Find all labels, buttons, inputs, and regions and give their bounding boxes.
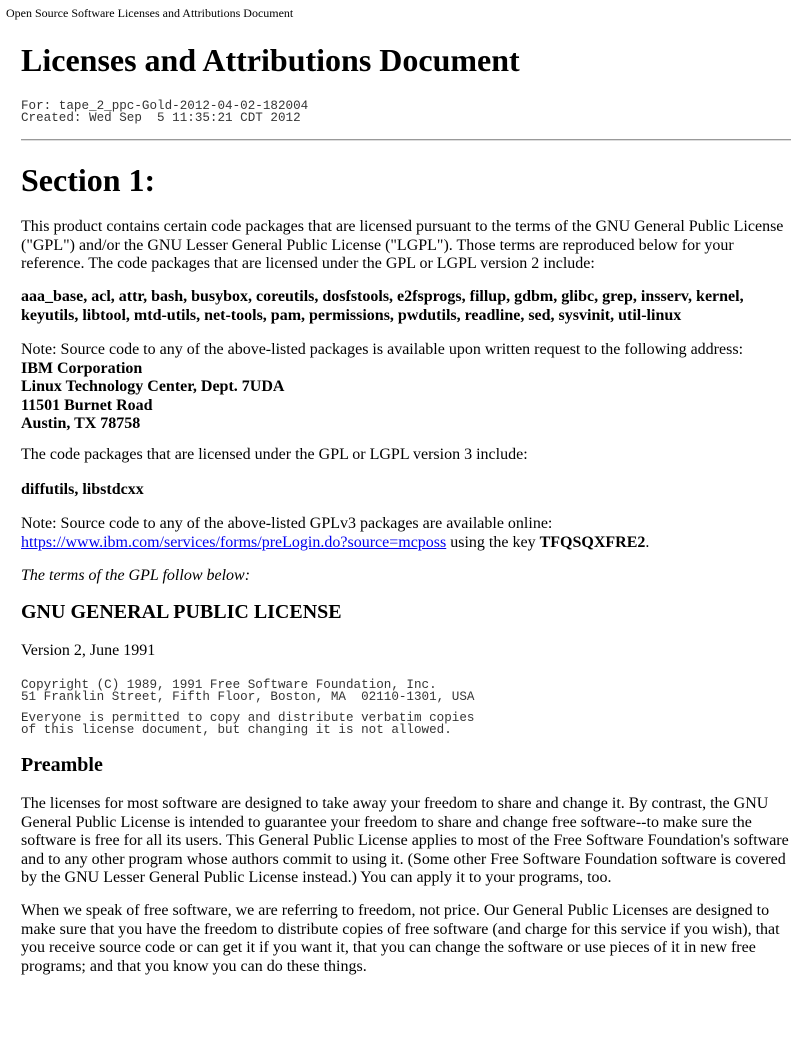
address-line: IBM Corporation (21, 359, 143, 377)
preamble-paragraph: The licenses for most software are designed to take away your freedom to share and change it. By contrast, the GNU General Public License is intended to guarantee your freedom to share and change free software--to make sure the software is free for all its users. This General Public License applies to most of the Free Software Foundation's software and to any other program whose authors commit to using it. (Some other Free Software Foundation software is covered by the GNU Lesser General Public License instead.) You can apply it to your programs, too. (21, 795, 789, 886)
preamble-paragraph: When we speak of free software, we are referring to freedom, not price. Our General Public Licenses are designed to make sure that you have the freedom to distribute copies of free software (and charge for this service if you wish), that you receive source code or can get it if you want it, that you can change the software or use pieces of it in new free programs; and that you know you can do these things. (21, 902, 780, 975)
gpl-copyright (21, 679, 791, 703)
meta-for: For: tape_2_ppc-Gold-2012-04-02-182004 (21, 99, 309, 113)
note-v2: Note: Source code to any of the above-listed packages is available upon written request to the following address: (21, 341, 744, 358)
gpl-v2-package-list: aaa_base, acl, attr, bash, busybox, coreutils, dosfstools, e2fsprogs, fillup, gdbm, glibc, grep, insserv, kernel, keyutils, libtool, mtd-utils, net-tools, pam, permissions, pwdutils, readline, sed, sysvinit, util-linux (21, 288, 744, 324)
permission-line: Everyone is permitted to copy and distribute verbatim copies (21, 711, 475, 725)
intro-paragraph: This product contains certain code packages that are licensed pursuant to the terms of the GNU General Public License ("GPL") and/or the GNU Lesser General Public License ("LGPL"). Those terms are reproduced below for your reference. The code packages that are licensed under the GPL or LGPL version 2 include: (21, 218, 784, 272)
address-line: Austin, TX 78758 (21, 415, 141, 432)
source-key: TFQSQXFRE2 (539, 533, 646, 551)
document-body (21, 38, 791, 975)
divider (21, 139, 791, 141)
gpl-v3-intro: The code packages that are licensed under the GPL or LGPL version 3 include: (21, 446, 528, 463)
note-v3: Note: Source code to any of the above-listed GPLv3 packages are available online: (21, 515, 553, 532)
address-line: Linux Technology Center, Dept. 7UDA (21, 378, 285, 395)
copyright-line: Copyright (C) 1989, 1991 Free Software Foundation, Inc. (21, 678, 437, 692)
online-source-note (21, 515, 791, 552)
terms-follow-note: The terms of the GPL follow below: (21, 567, 251, 584)
gpl-v3-package-list: diffutils, libstdcxx (21, 481, 144, 498)
copyright-line: 51 Franklin Street, Fifth Floor, Boston, MA 02110-1301, USA (21, 690, 475, 704)
source-address-block (21, 341, 791, 434)
section-heading: Section 1: (21, 162, 156, 198)
source-link-line (21, 534, 791, 553)
preamble-heading: Preamble (21, 754, 103, 776)
page-title: Licenses and Attributions Document (21, 42, 520, 78)
gpl-permission (21, 712, 791, 736)
source-download-link[interactable]: https://www.ibm.com/services/forms/preLogin.do?source=mcposs (21, 533, 447, 551)
gpl-heading: GNU GENERAL PUBLIC LICENSE (21, 601, 342, 623)
gpl-version: Version 2, June 1991 (21, 642, 156, 659)
document-meta (21, 100, 791, 124)
page-header: Open Source Software Licenses and Attributions Document (6, 6, 294, 20)
address-line: 11501 Burnet Road (21, 396, 153, 414)
key-end: . (645, 533, 650, 551)
meta-created: Created: Wed Sep 5 11:35:21 CDT 2012 (21, 111, 301, 125)
permission-line: of this license document, but changing it is not allowed. (21, 723, 452, 737)
key-text: using the key (446, 533, 540, 551)
